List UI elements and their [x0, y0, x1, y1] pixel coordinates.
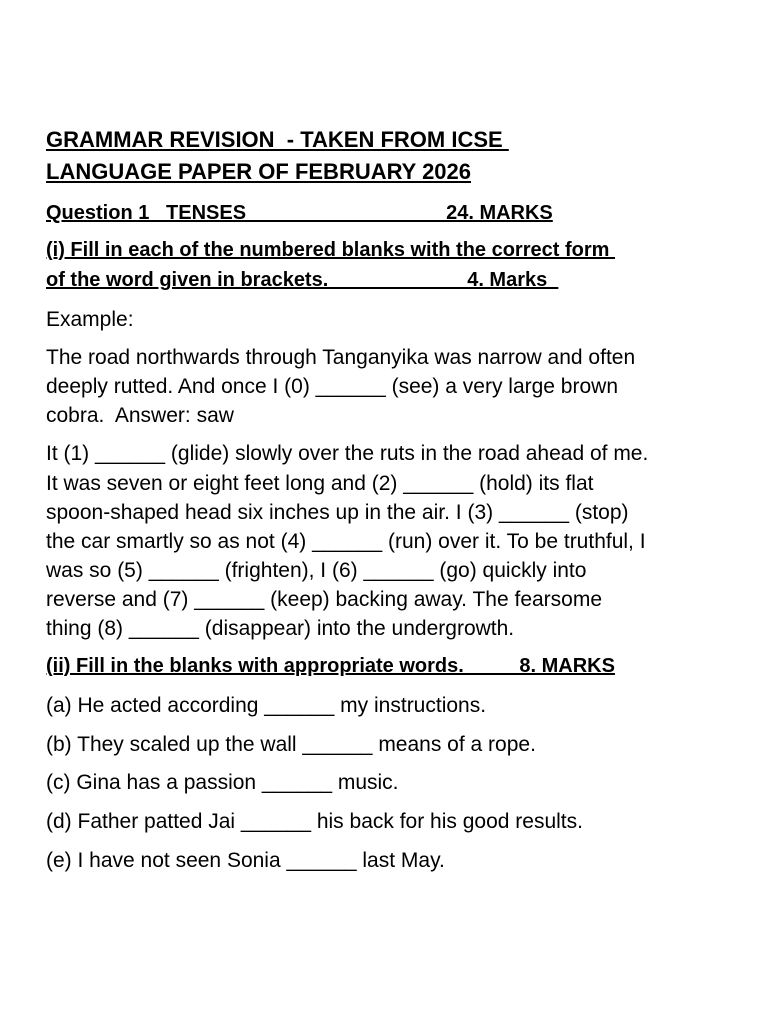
part-i-instruction-line-2: of the word given in brackets. 4. Marks	[46, 269, 559, 291]
list-item: (d) Father patted Jai ______ his back for his good results.	[46, 810, 583, 833]
passage-line: spoon-shaped head six inches up in the air. I (3) ______ (stop)	[46, 501, 629, 524]
title-line-2: LANGUAGE PAPER OF FEBRUARY 2026	[46, 159, 472, 184]
question-1-heading: Question 1 TENSES 24. MARKS	[46, 202, 553, 224]
list-item: (b) They scaled up the wall ______ means of a rope.	[46, 733, 536, 756]
example-line: The road northwards through Tanganyika was narrow and often	[46, 346, 636, 369]
passage-line: the car smartly so as not (4) ______ (run) over it. To be truthful, I	[46, 530, 646, 553]
example-line: deeply rutted. And once I (0) ______ (see) a very large brown	[46, 375, 619, 398]
example-line: cobra. Answer: saw	[46, 404, 234, 427]
title-line-1: GRAMMAR REVISION - TAKEN FROM ICSE	[46, 127, 509, 152]
part-i-instruction-line-1: (i) Fill in each of the numbered blanks with the correct form	[46, 239, 615, 261]
part-ii-instruction: (ii) Fill in the blanks with appropriate words. 8. MARKS	[46, 655, 615, 677]
list-item: (e) I have not seen Sonia ______ last May.	[46, 849, 445, 872]
passage-line: It (1) ______ (glide) slowly over the ruts in the road ahead of me.	[46, 442, 649, 465]
list-item: (a) He acted according ______ my instructions.	[46, 694, 487, 717]
passage-line: was so (5) ______ (frighten), I (6) ______ (go) quickly into	[46, 559, 587, 582]
passage-line: reverse and (7) ______ (keep) backing away. The fearsome	[46, 588, 603, 611]
list-item: (c) Gina has a passion ______ music.	[46, 771, 399, 794]
passage-line: It was seven or eight feet long and (2) ______ (hold) its flat	[46, 472, 594, 495]
passage-line: thing (8) ______ (disappear) into the undergrowth.	[46, 617, 515, 640]
example-label: Example:	[46, 308, 134, 331]
